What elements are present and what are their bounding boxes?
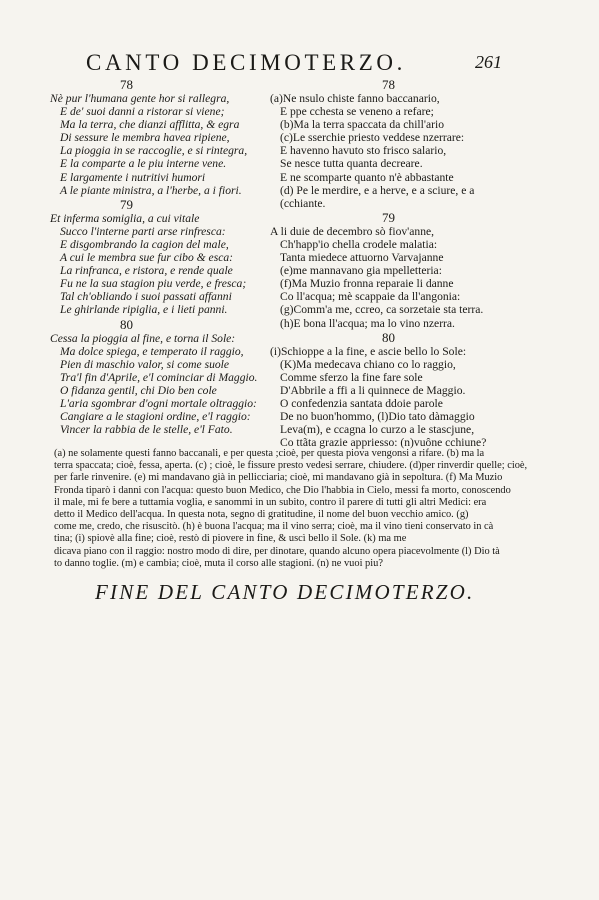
stanza-number: 80 — [382, 329, 395, 345]
verse-line: La rinfranca, e ristora, e rende quale — [60, 264, 233, 278]
note-line: come me, credo, che risuscitò. (h) è buona l'acqua; ma il vino serra; cioè, ma il vino tieni conservato in cà — [54, 521, 494, 533]
verse-line: Ch'happ'io chella crodele malatia: — [280, 237, 438, 251]
verse-line: (d) Pe le merdire, e a herve, e a sciure, e a — [280, 183, 475, 197]
note-line: Fronda tiparò i danni con l'acqua: questo buon Medico, che Dio l'habbia in Cielo, messi fa morto, conoscendo — [54, 484, 511, 496]
note-line: dicava piano con il raggio: nostro modo di dire, per dinotare, quando alcuno opera piacevolmente (l) Dio tà — [54, 545, 500, 557]
verse-line: A li duie de decembro sò fiov'anne, — [270, 224, 435, 238]
verse-line: (g)Comm'a me, ccreo, ca sorzetaie sta terra. — [280, 303, 484, 317]
stanza — [50, 318, 282, 437]
verse-line: (e)me mannavano gia mpelletteria: — [280, 264, 442, 278]
verse-line: Di sessure le membra havea ripiene, — [60, 131, 230, 145]
verse-line: Ma la terra, che dianzi afflitta, & egra — [60, 118, 240, 132]
verse-line: (f)Ma Muzio fronna reparaie li danne — [280, 277, 454, 291]
verse-line: Pien di maschio valor, si come suole — [60, 357, 230, 371]
verse-line: (h)E bona ll'acqua; ma lo vino nzerra. — [280, 316, 455, 330]
verse-line: Ma dolce spiega, e temperato il raggio, — [60, 344, 244, 358]
note-line: detto il Medico dell'acqua. In questa nota, segno di gratitudine, il nome del buon vecchio amico. (g) — [54, 509, 469, 521]
note-line: il male, mi fe bere a tuttamia voglia, e sanommi in un subito, contro il parere di tutti gli altri Medici: era — [54, 496, 487, 508]
verse-line: Fu ne la sua stagion piu verde, e fresca; — [60, 277, 247, 291]
verse-line: Tal ch'obliando i suoi passati affanni — [60, 290, 232, 304]
stanza — [270, 78, 520, 210]
verse-line: Comme sferzo la fine fare sole — [280, 370, 423, 384]
stanza-number: 78 — [382, 77, 395, 92]
verse-line: E de' suoi danni a ristorar si viene; — [60, 105, 225, 119]
note-line: (a) ne solamente questi fanno baccanali, e per questa ;cioè, per questa piova vengonsi a rifare. (b) ma la — [54, 448, 485, 459]
italian-verse-column — [50, 78, 282, 437]
verse-line: La pioggia in se raccoglie, e si rintegra, — [60, 144, 248, 158]
verse-line: A le piante ministra, a l'herbe, a i fiori. — [60, 183, 242, 197]
note-line: terra spaccata; cioè, fessa, aperta. (c) ; cioè, le fissure presto vedesi serrare, chiudere. (d)per rinverdir quelle; cioè, — [54, 460, 528, 472]
verse-line: (c)Le sserchie priesto veddese nzerrare: — [280, 131, 465, 145]
verse-line: Leva(m), e ccagna lo curzo a le stascjune, — [280, 423, 475, 437]
verse-line: Vincer la rabbia de le stelle, e'l Fato. — [60, 423, 233, 437]
stanza — [270, 331, 520, 450]
stanza-number: 80 — [120, 316, 133, 332]
note-line: tina; (i) spiovè alla fine; cioè, restò di piovere in fine, & uscì bello il Sole. (k) ma me — [54, 533, 407, 545]
stanza-number: 78 — [120, 77, 133, 92]
verse-line: E largamente i nutritivi humori — [60, 170, 206, 184]
verse-line: Nè pur l'humana gente hor si rallegra, — [50, 92, 230, 105]
verse-line: E disgombrando la cagion del male, — [60, 237, 229, 251]
verse-line: (b)Ma la terra spaccata da chill'ario — [280, 118, 444, 132]
verse-line: (a)Ne nsulo chiste fanno baccanario, — [270, 92, 440, 105]
note-line: per farle rinvenire. (e) mi mandavano già in pellicciaria; cioè, mi mandavano già in sepoltura. (f) Ma Muzio — [54, 472, 503, 484]
verse-line: A cui le membra sue fur cibo & esca: — [60, 251, 234, 265]
verse-line: O confedenzia santata ddoie parole — [280, 396, 443, 410]
verse-line: Tanta miedece attuorno Varvajanne — [280, 251, 444, 265]
verse-line: Co ll'acqua; mè scappaie da ll'angonia: — [280, 290, 461, 304]
stanza-number: 79 — [120, 196, 133, 212]
verse-line: Cessa la pioggia al fine, e torna il Sole: — [50, 331, 236, 345]
verse-line: Cangiare a le stagioni ordine, e'l raggio: — [60, 410, 251, 424]
running-head: CANTO DECIMOTERZO. — [86, 50, 406, 75]
note-line: to danno toglie. (m) e cambia; cioè, muta il corso alle stagioni. (n) ne vuoi piu? — [54, 557, 383, 569]
page-number: 261 — [475, 52, 502, 72]
verse-line: L'aria sgombrar d'ogni mortale oltraggio: — [60, 396, 257, 410]
verse-line: Se nesce tutta quanta decreare. — [280, 157, 423, 171]
verse-line: (i)Schioppe a la fine, e ascie bello lo Sole: — [270, 344, 467, 358]
stanza-number: 79 — [382, 209, 395, 225]
verse-line: Co ttãta grazie appriesso: (n)vuône cchiune? — [280, 436, 487, 450]
verse-line: De no buon'hommo, (l)Dio tato dàmaggio — [280, 410, 475, 424]
verse-line: Le ghirlande ripiglia, e i lieti panni. — [60, 303, 228, 317]
neapolitan-verse-column — [270, 78, 520, 450]
verse-line: Et inferma somiglia, a cui vitale — [50, 211, 200, 225]
verse-line: (K)Ma medecava chiano co lo raggio, — [280, 357, 456, 371]
verse-line: E havenno havuto sto frisco salario, — [280, 144, 447, 158]
verse-line: D'Abbrile a ffi a li quinnece de Maggio. — [280, 383, 466, 397]
verse-line: O fidanza gentil, chi Dio ben cole — [60, 383, 217, 397]
verse-line: E ppe cchesta se veneno a refare; — [280, 105, 434, 119]
verse-line: E la comparte a le piu interne vene. — [60, 157, 227, 171]
stanza — [270, 211, 520, 330]
verse-line: E ne scomparte quanto n'è abbastante — [280, 170, 454, 184]
annotation-notes — [54, 448, 550, 570]
verse-line: Succo l'interne parti arse rinfresca: — [60, 224, 226, 238]
end-of-canto-title: FINE DEL CANTO DECIMOTERZO. — [95, 580, 475, 604]
stanza — [50, 78, 282, 197]
verse-line: Tra'l fin d'Aprile, e'l cominciar di Maggio. — [60, 370, 258, 384]
stanza — [50, 198, 282, 317]
verse-line: (cchiante. — [280, 196, 326, 210]
